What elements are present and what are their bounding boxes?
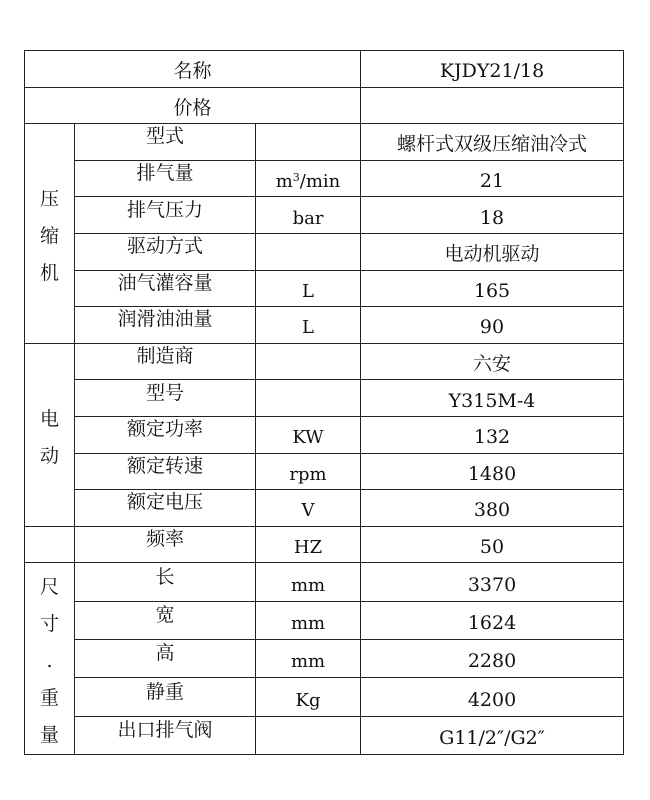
name-value-cell: KJDY21/18	[361, 51, 624, 88]
row-value: 18	[361, 197, 624, 234]
table-row	[25, 678, 624, 716]
row-label: 制造商	[75, 343, 256, 380]
row-label: 高	[75, 640, 256, 678]
row-value: 4200	[361, 678, 624, 716]
row-value: 电动机驱动	[361, 233, 624, 270]
table-row	[25, 563, 624, 601]
price-row	[25, 87, 624, 124]
price-value-cell	[361, 87, 624, 124]
row-label: 额定电压	[75, 490, 256, 527]
group-char: 重	[39, 687, 59, 710]
row-value: 132	[361, 416, 624, 453]
row-unit: L	[256, 307, 361, 344]
row-unit: mm	[256, 640, 361, 678]
table-row	[25, 601, 624, 639]
row-value: 六安	[361, 343, 624, 380]
row-value: 380	[361, 490, 624, 527]
table-row	[25, 640, 624, 678]
row-unit: mm	[256, 563, 361, 601]
row-label: 排气压力	[75, 197, 256, 234]
row-label: 油气灌容量	[75, 270, 256, 307]
table-row	[25, 380, 624, 417]
row-unit: bar	[256, 197, 361, 234]
row-label: 润滑油油量	[75, 307, 256, 344]
price-label-cell: 价格	[25, 87, 361, 124]
row-value: 21	[361, 160, 624, 197]
name-row	[25, 51, 624, 88]
name-label-cell: 名称	[25, 51, 361, 88]
table-row	[25, 197, 624, 234]
group-char: 尺	[39, 576, 59, 599]
group-char: 寸	[39, 613, 59, 636]
row-label: 驱动方式	[75, 233, 256, 270]
group-char: 缩	[39, 224, 59, 247]
group-char: 机	[39, 261, 59, 284]
row-unit: V	[256, 490, 361, 527]
row-unit: KW	[256, 416, 361, 453]
table-row	[25, 124, 624, 161]
group-char: 量	[39, 724, 59, 747]
unit-base: m	[275, 171, 293, 193]
row-label: 型号	[75, 380, 256, 417]
table-row	[25, 160, 624, 197]
row-value: 2280	[361, 640, 624, 678]
spec-table	[24, 50, 624, 755]
table-row	[25, 270, 624, 307]
row-label: 型式	[75, 124, 256, 161]
table-row	[25, 453, 624, 490]
group-char: 压	[39, 187, 59, 210]
row-unit: rpm	[256, 453, 361, 490]
row-value: 3370	[361, 563, 624, 601]
table-row	[25, 343, 624, 380]
row-label: 额定功率	[75, 416, 256, 453]
unit-tail: /min	[299, 171, 341, 193]
row-unit: mm	[256, 601, 361, 639]
row-value: 1624	[361, 601, 624, 639]
row-value: 1480	[361, 453, 624, 490]
row-unit	[256, 124, 361, 161]
table-row	[25, 490, 624, 527]
table-row	[25, 233, 624, 270]
row-value: 螺杆式双级压缩油冷式	[361, 124, 624, 161]
group-label-compressor	[25, 124, 75, 344]
row-unit: L	[256, 270, 361, 307]
row-label: 额定转速	[75, 453, 256, 490]
row-unit	[256, 380, 361, 417]
row-label: 出口排气阀	[75, 716, 256, 754]
row-label: 静重	[75, 678, 256, 716]
table-row	[25, 416, 624, 453]
row-unit: HZ	[256, 526, 361, 563]
row-unit	[256, 343, 361, 380]
table-row	[25, 716, 624, 754]
group-char: .	[46, 650, 53, 673]
group-label-motor	[25, 343, 75, 526]
row-label: 频率	[75, 526, 256, 563]
row-label: 排气量	[75, 160, 256, 197]
row-value: G11/2″/G2″	[361, 716, 624, 754]
row-unit: Kg	[256, 678, 361, 716]
row-unit	[256, 233, 361, 270]
unit-superscript: 3	[292, 171, 300, 185]
row-value: 165	[361, 270, 624, 307]
group-label-dimensions	[25, 563, 75, 755]
group-char: 电	[39, 407, 59, 430]
group-label-empty	[25, 526, 75, 563]
row-unit	[256, 160, 361, 197]
table-row	[25, 526, 624, 563]
row-label: 宽	[75, 601, 256, 639]
table-row	[25, 307, 624, 344]
row-label: 长	[75, 563, 256, 601]
group-char: 动	[39, 444, 59, 467]
row-value: 90	[361, 307, 624, 344]
row-value: 50	[361, 526, 624, 563]
row-unit	[256, 716, 361, 754]
row-value: Y315M-4	[361, 380, 624, 417]
